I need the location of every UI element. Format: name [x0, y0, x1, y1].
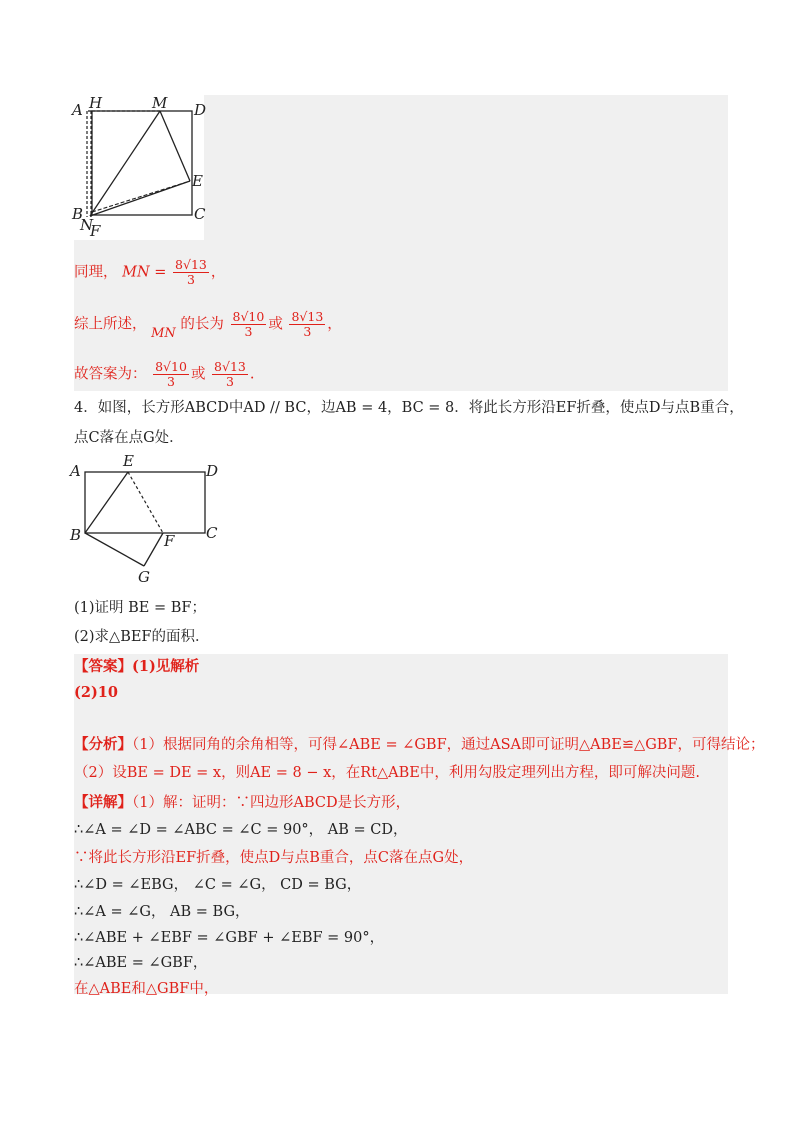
- summary-line: 综上所述， MN 的长为 $\frac{8√10}{3}$ 或 $\frac{8√13}{3}$ ，: [74, 309, 342, 341]
- fig2-label-c: C: [206, 524, 218, 542]
- rectangle-fold-figure: [70, 452, 230, 588]
- detail-line-1: 【详解】（1）解：证明：∵四边形ABCD是长方形，: [74, 794, 411, 811]
- fig2-label-d: D: [206, 462, 219, 480]
- fig2-label-a: A: [70, 462, 81, 480]
- detail-line-7: ∴∠ABE = ∠GBF，: [74, 955, 208, 971]
- detail-line-8: 在△ABE和△GBF中，: [74, 981, 219, 997]
- detail-line-4: ∴∠D = ∠EBG， ∠C = ∠G， CD = BG，: [74, 877, 362, 893]
- same-reason-line: 同理， MN = $\frac{8√13}{3}$ ，: [74, 257, 226, 287]
- answer-line-2: (2)10: [74, 684, 118, 701]
- fig1-label-h: H: [89, 94, 103, 112]
- question-1: (1)证明 BE = BF；: [74, 600, 206, 616]
- detail-line-5: ∴∠A = ∠G， AB = BG，: [74, 904, 250, 920]
- problem4-stem-line2: 点C落在点G处．: [74, 430, 184, 446]
- detail-line-2: ∴∠A = ∠D = ∠ABC = ∠C = 90°， AB = CD，: [74, 822, 408, 838]
- analysis-line-1: 【分析】（1）根据同角的余角相等，可得∠ABE = ∠GBF，通过ASA即可证明△ABE≌△GBF，可得结论；: [74, 736, 765, 753]
- fig1-label-m: M: [152, 94, 168, 112]
- problem4-stem-line1: 4．如图，长方形ABCD中AD // BC，边AB = 4，BC = 8．将此长方形沿EF折叠，使点D与点B重合，: [74, 400, 744, 416]
- question-2: (2)求△BEF的面积．: [74, 629, 210, 645]
- folding-figure-mn: [68, 93, 208, 243]
- fig1-label-d: D: [194, 101, 207, 119]
- analysis-line-2: （2）设BE = DE = x，则AE = 8 − x，在Rt△ABE中，利用勾股定理列出方程，即可解决问题.: [74, 765, 700, 781]
- fig1-label-e: E: [192, 172, 203, 190]
- fig1-label-n: N: [80, 216, 94, 234]
- fig1-label-a: A: [72, 101, 83, 119]
- fig2-label-g: G: [138, 568, 150, 586]
- answer-line-1: 【答案】(1)见解析: [74, 658, 200, 675]
- fig1-label-f: F: [90, 222, 101, 240]
- detail-line-6: ∴∠ABE + ∠EBF = ∠GBF + ∠EBF = 90°，: [74, 930, 385, 946]
- fig2-label-e: E: [123, 452, 134, 470]
- fig1-label-c: C: [194, 205, 206, 223]
- final-answer-line: 故答案为： $\frac{8√10}{3}$ 或 $\frac{8√13}{3}$ .: [74, 359, 255, 389]
- detail-line-3: ∵将此长方形沿EF折叠，使点D与点B重合，点C落在点G处，: [74, 850, 474, 866]
- fig2-label-b: B: [70, 526, 82, 544]
- fig2-label-f: F: [164, 532, 175, 550]
- fig1-label-b: B: [72, 205, 84, 223]
